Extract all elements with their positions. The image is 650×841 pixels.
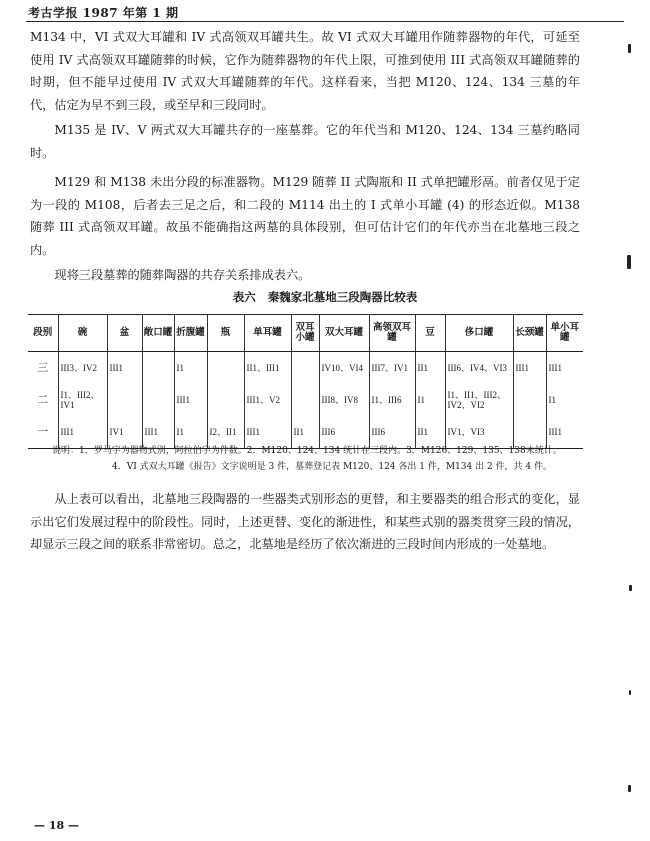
table-row bbox=[28, 384, 583, 416]
table-caption bbox=[0, 289, 650, 305]
table-note-1: 说明：1．罗马字为器物式别，阿拉伯字为件数。2．M120、124、134 统计在三段内。3．M126、129、135、138未统计。 bbox=[52, 446, 562, 456]
table-cell: IV1 bbox=[107, 416, 142, 449]
table-cell: III1 bbox=[107, 352, 142, 385]
table-cell: II1 bbox=[291, 416, 319, 449]
table-header: 折腹罐 bbox=[174, 315, 207, 352]
table-header: 侈口罐 bbox=[445, 315, 513, 352]
table-note-2: 4．VI 式双大耳罐《报告》文字说明是 3 件，墓葬登记表 M120、124 各出 1 件，M134 出 2 件，共 4 件。 bbox=[112, 462, 552, 472]
table-row bbox=[28, 352, 583, 385]
paragraph-4: 现将三段墓葬的随葬陶器的共存关系排成表六。 bbox=[54, 268, 311, 282]
table-cell bbox=[142, 384, 174, 416]
table-header: 碗 bbox=[58, 315, 107, 352]
table-header: 双耳小罐 bbox=[291, 315, 319, 352]
table-cell: I1、III2、 IV1 bbox=[58, 384, 107, 416]
scan-mark bbox=[629, 585, 632, 591]
table-cell: I1 bbox=[415, 384, 445, 416]
table-cell bbox=[207, 352, 244, 385]
header-rule bbox=[26, 21, 624, 22]
table-cell bbox=[142, 352, 174, 385]
paragraph-3: M129 和 M138 未出分段的标准器物。M129 随葬 II 式陶瓶和 II 式单把罐形鬲。前者仅见于定为一段的 M108，后者去三足之后，和二段的 M114 出土的 I 式单小耳罐 (4) 的形态近似。M138 随葬 III 式高领双耳罐。故虽不能确指这两墓的具体段别，但可估计它们的年代亦当在北墓地三段之内。 bbox=[30, 175, 580, 257]
table-cell: 一 bbox=[28, 416, 58, 449]
table-cell: III1 bbox=[546, 352, 583, 385]
table-cell: 三 bbox=[37, 362, 49, 374]
table-header: 瓶 bbox=[207, 315, 244, 352]
scan-mark bbox=[628, 785, 631, 792]
table-cell: III6 bbox=[369, 416, 415, 449]
scan-mark bbox=[629, 690, 631, 695]
table-header: 豆 bbox=[415, 315, 445, 352]
table-cell: 二 bbox=[37, 394, 49, 406]
table-header-row bbox=[28, 315, 583, 352]
table-cell: III1 bbox=[142, 416, 174, 449]
table-cell: III6、IV4、VI3 bbox=[445, 352, 513, 385]
table-cell bbox=[291, 352, 319, 385]
table-cell: III1 bbox=[174, 384, 207, 416]
table-cell: III3、IV2 bbox=[58, 352, 107, 385]
table-caption-number: 表六 bbox=[232, 290, 256, 304]
table-header: 盆 bbox=[107, 315, 142, 352]
table-cell: I1、II1、III2、 IV2、VI2 bbox=[445, 384, 513, 416]
table-cell: I2、II1 bbox=[207, 416, 244, 449]
table-cell: IV1、VI3 bbox=[445, 416, 513, 449]
table-cell: III1 bbox=[513, 352, 546, 385]
scan-mark bbox=[628, 44, 631, 53]
table-header: 长颈罐 bbox=[513, 315, 546, 352]
table-cell bbox=[513, 384, 546, 416]
table-header: 双大耳罐 bbox=[319, 315, 369, 352]
table-cell bbox=[107, 384, 142, 416]
paragraph-5: 从上表可以看出，北墓地三段陶器的一些器类式别形态的更替，和主要器类的组合形式的变化，显示出它们发展过程中的阶段性。同时，上述更替、变化的渐进性，和某些式别的器类贯穿三段的情况，却显示三段之间的联系非常密切。总之，北墓地是经历了依次渐进的三段时间内形成的一处墓地。 bbox=[30, 492, 580, 551]
table-cell: II1、III1 bbox=[244, 352, 291, 385]
table-cell: III1 bbox=[244, 416, 291, 449]
table-cell: III1 bbox=[546, 416, 583, 449]
comparison-table bbox=[28, 314, 583, 449]
table-cell bbox=[207, 384, 244, 416]
table-cell: I1 bbox=[174, 416, 207, 449]
table-header: 单小耳罐 bbox=[546, 315, 583, 352]
table-header: 高领双耳罐 bbox=[369, 315, 415, 352]
table-header: 单耳罐 bbox=[244, 315, 291, 352]
table-cell: II1 bbox=[415, 416, 445, 449]
table-cell: III6 bbox=[319, 416, 369, 449]
table-cell: III1、V2 bbox=[244, 384, 291, 416]
table-cell: I1 bbox=[546, 384, 583, 416]
paragraph-2: M135 是 IV、V 两式双大耳罐共存的一座墓葬。它的年代当和 M120、124、134 三墓约略同时。 bbox=[30, 123, 580, 160]
table-cell: IV10、VI4 bbox=[319, 352, 369, 385]
table-header: 段别 bbox=[28, 315, 58, 352]
table-cell bbox=[291, 384, 319, 416]
table-caption-title: 秦魏家北墓地三段陶器比较表 bbox=[267, 290, 418, 304]
table-cell: I1 bbox=[174, 352, 207, 385]
page-number: — 18 — bbox=[34, 819, 79, 832]
table-cell: III7、IV1 bbox=[369, 352, 415, 385]
table-cell: I1、III6 bbox=[369, 384, 415, 416]
paragraph-1: M134 中，VI 式双大耳罐和 IV 式高领双耳罐共生。故 VI 式双大耳罐用作随葬器物的年代，可延至使用 IV 式高领双耳罐随葬的时候，它作为随葬器物的年代上限，可推到使用 III 式高领双耳罐随葬的时期，但不能早过使用 IV 式双大耳罐随葬的年代。这样看来，当把 M120、124、134 三墓的年代，估定为早不到三段，或至早和三段同时。 bbox=[30, 30, 580, 112]
table-cell: III8、IV8 bbox=[319, 384, 369, 416]
scan-mark bbox=[627, 255, 631, 269]
journal-header: 考古学报 1987 年第 1 期 bbox=[28, 6, 179, 20]
table-header: 敞口罐 bbox=[142, 315, 174, 352]
table-cell: III1 bbox=[58, 416, 107, 449]
table-cell: II1 bbox=[415, 352, 445, 385]
